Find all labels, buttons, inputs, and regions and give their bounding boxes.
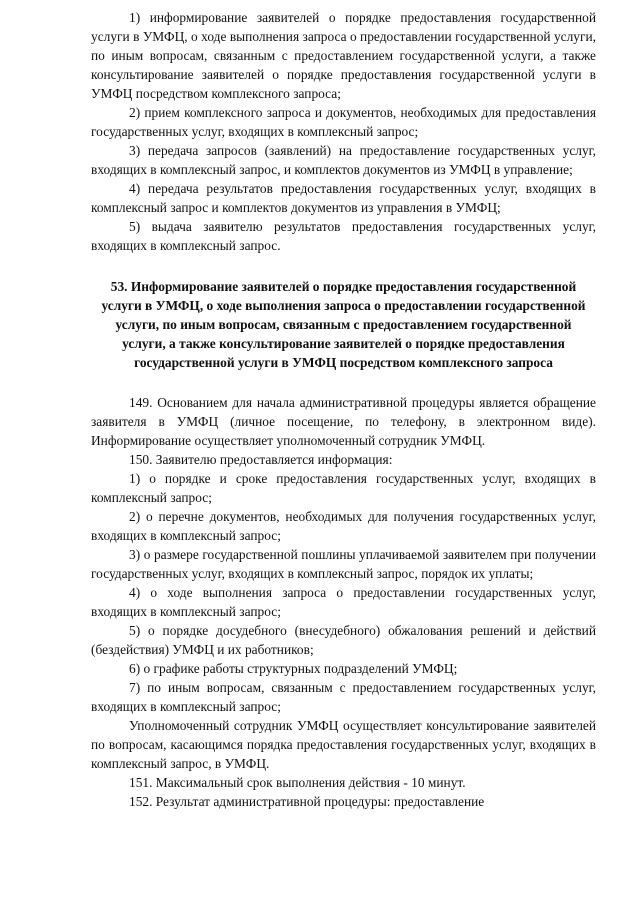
info-item-1: 1) о порядке и сроке предоставления государственных услуг, входящих в комплексный запрос; (91, 471, 596, 505)
paragraph-151: 151. Максимальный срок выполнения действия - 10 минут. (129, 775, 466, 790)
info-item-2: 2) о перечне документов, необходимых для получения государственных услуг, входящих в комплексный запрос; (91, 509, 596, 543)
info-item-4: 4) о ходе выполнения запроса о предоставлении государственных услуг, входящих в комплексный запрос; (91, 585, 596, 619)
list-item-1: 1) информирование заявителей о порядке предоставления государственной услуги в УМФЦ, о ходе выполнения запроса о предоставлении государственной услуги, по иным вопросам, связанным с предоставлением государственной услуги, а также консультирование заявителей о порядке предоставления государственной услуги в УМФЦ посредством комплексного запроса; (91, 10, 596, 101)
info-item-5: 5) о порядке досудебного (внесудебного) обжалования решений и действий (бездействия) УМФЦ и их работников; (91, 623, 596, 657)
list-item-2: 2) прием комплексного запроса и документов, необходимых для предоставления государственных услуг, входящих в комплексный запрос; (91, 105, 596, 139)
paragraph-149: 149. Основанием для начала административной процедуры является обращение заявителя в УМФЦ (личное посещение, по телефону, в электронном виде). Информирование осуществляет уполномоченный сотрудник УМФЦ. (91, 395, 596, 448)
info-item-7: 7) по иным вопросам, связанным с предоставлением государственных услуг, входящих в комплексный запрос; (91, 680, 596, 714)
consultation-paragraph: Уполномоченный сотрудник УМФЦ осуществляет консультирование заявителей по вопросам, касающимся порядка предоставления государственных услуг, входящих в комплексный запрос, в УМФЦ. (91, 718, 596, 771)
paragraph-152: 152. Результат административной процедуры: предоставление (129, 794, 485, 809)
list-item-4: 4) передача результатов предоставления государственных услуг, входящих в комплексный запрос и комплектов документов из управления в УМФЦ; (91, 181, 596, 215)
list-item-5: 5) выдача заявителю результатов предоставления государственных услуг, входящих в комплексный запрос. (91, 219, 596, 253)
info-item-6: 6) о графике работы структурных подразделений УМФЦ; (129, 661, 458, 676)
section-heading: 53. Информирование заявителей о порядке предоставления государственной услуги в УМФЦ, о ходе выполнения запроса о предоставлении государственной услуги, по иным вопросам, связанным с предоставлением государственной услуги, а также консультирование заявителей о порядке предоставления государственной услуги в УМФЦ посредством комплексного запроса (101, 279, 586, 370)
info-item-3: 3) о размере государственной пошлины уплачиваемой заявителем при получении государственных услуг, входящих в комплексный запрос, порядок их уплаты; (91, 547, 596, 581)
paragraph-150: 150. Заявителю предоставляется информация: (129, 452, 393, 467)
list-item-3: 3) передача запросов (заявлений) на предоставление государственных услуг, входящих в комплексный запрос, и комплектов документов из УМФЦ в управление; (91, 143, 596, 177)
document-page (91, 8, 596, 811)
